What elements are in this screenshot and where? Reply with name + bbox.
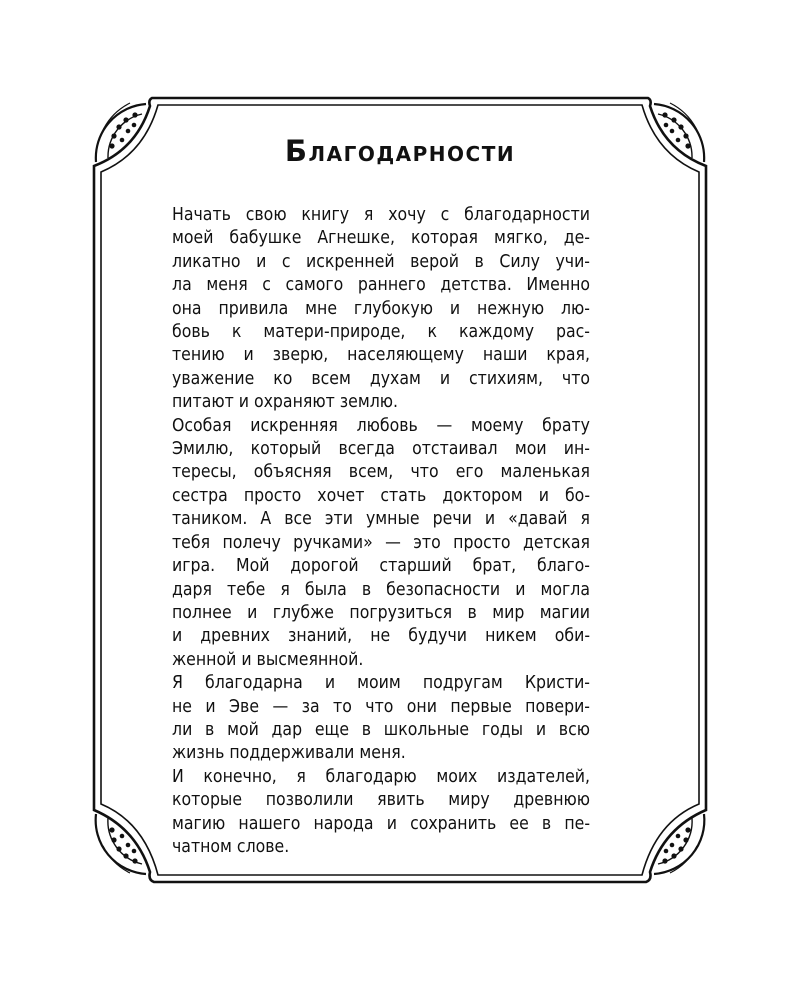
text-line: чатном слове.: [172, 836, 290, 857]
text-line: сестра просто хочет стать доктором и бо-: [172, 485, 590, 506]
text-line: не и Эве — за то что они первые повери-: [172, 696, 590, 717]
text-line: женной и высмеянной.: [172, 649, 364, 670]
text-line: тению и зверю, населяющему наши края,: [172, 345, 590, 366]
text-line: таником. А все эти умные речи и «давай я: [172, 509, 590, 530]
page-title: Благодарности: [284, 134, 516, 168]
text-line: полнее и глубже погрузиться в мир магии: [172, 602, 590, 623]
text-line: она привила мне глубокую и нежную лю-: [172, 298, 590, 319]
text-line: бовь к матери-природе, к каждому рас-: [172, 322, 590, 343]
text-line: ли в мой дар еще в школьные годы и всю: [172, 719, 590, 740]
text-line: тересы, объясняя всем, что его маленькая: [172, 462, 590, 483]
text-line: магию нашего народа и сохранить ее в пе-: [172, 813, 590, 834]
text-line: ликатно и с искренней верой в Силу учи-: [172, 251, 590, 272]
text-line: тебя полечу ручками» — это просто детская: [172, 532, 590, 553]
text-line: которые позволили явить миру древнюю: [172, 790, 590, 811]
text-line: питают и охраняют землю.: [172, 392, 399, 413]
text-line: даря тебе я была в безопасности и могла: [172, 579, 590, 600]
corner-ornament-bottom-left: [96, 814, 146, 874]
text-line: И конечно, я благодарю моих издателей,: [172, 766, 590, 787]
text-line: уважение ко всем духам и стихиям, что: [172, 368, 590, 389]
body-text: [172, 204, 590, 859]
text-line: игра. Мой дорогой старший брат, благо-: [172, 556, 590, 577]
text-line: Особая искренняя любовь — моему брату: [172, 415, 590, 436]
text-line: ла меня с самого раннего детства. Именно: [172, 275, 590, 296]
corner-ornament-bottom-right: [654, 814, 704, 874]
text-line: моей бабушке Агнешке, которая мягко, де-: [172, 228, 590, 249]
text-line: Я благодарна и моим подругам Кристи-: [172, 673, 590, 694]
text-line: и древних знаний, не будучи никем оби-: [172, 626, 590, 647]
text-line: жизнь поддерживали меня.: [172, 743, 406, 764]
text-line: Эмилю, который всегда отстаивал мои ин-: [172, 439, 590, 460]
text-line: Начать свою книгу я хочу с благодарности: [172, 205, 590, 225]
